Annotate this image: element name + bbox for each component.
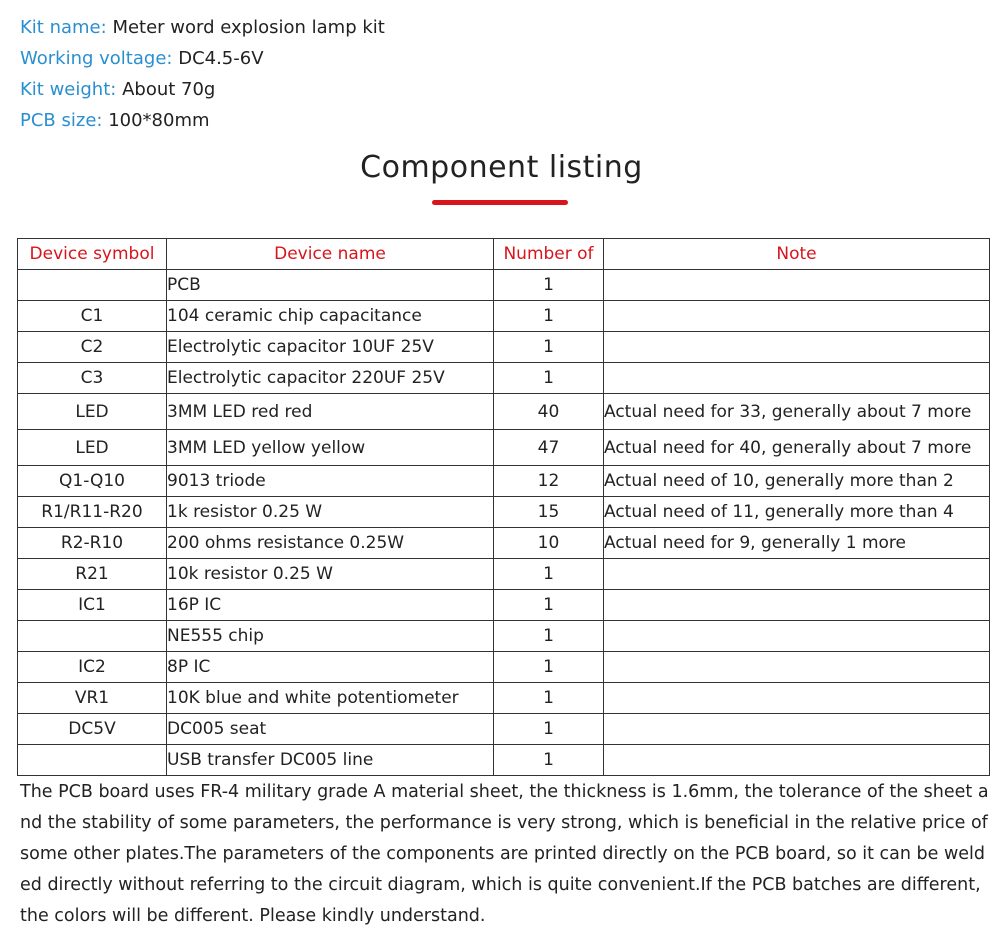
table-row — [18, 430, 990, 466]
device-symbol: R2-R10 — [18, 528, 167, 559]
device-count: 15 — [494, 497, 604, 528]
device-count: 40 — [494, 394, 604, 430]
device-name: 1k resistor 0.25 W — [167, 497, 494, 528]
device-note: Actual need for 33, generally about 7 more — [604, 394, 990, 430]
device-symbol: R21 — [18, 559, 167, 590]
spec-key: Working voltage: — [20, 48, 173, 69]
component-table — [17, 238, 990, 776]
table-row — [18, 394, 990, 430]
device-name: 104 ceramic chip capacitance — [167, 301, 494, 332]
device-count: 1 — [494, 332, 604, 363]
device-name: 10k resistor 0.25 W — [167, 559, 494, 590]
spec-value: DC4.5-6V — [178, 48, 264, 69]
device-symbol: C3 — [18, 363, 167, 394]
device-note — [604, 745, 990, 776]
spec-working-voltage — [20, 43, 385, 74]
device-note — [604, 683, 990, 714]
device-symbol: DC5V — [18, 714, 167, 745]
device-count: 1 — [494, 714, 604, 745]
spec-key: Kit weight: — [20, 79, 117, 100]
device-note — [604, 621, 990, 652]
device-note — [604, 590, 990, 621]
section-heading: Component listing — [360, 150, 643, 185]
device-count: 1 — [494, 301, 604, 332]
heading-underline — [432, 200, 568, 205]
spec-kit-weight — [20, 74, 385, 105]
device-symbol — [18, 621, 167, 652]
device-note: Actual need of 11, generally more than 4 — [604, 497, 990, 528]
device-count: 1 — [494, 363, 604, 394]
spec-key: Kit name: — [20, 17, 107, 38]
device-name: DC005 seat — [167, 714, 494, 745]
device-symbol: C2 — [18, 332, 167, 363]
table-row — [18, 270, 990, 301]
table-row — [18, 590, 990, 621]
device-symbol: LED — [18, 394, 167, 430]
device-note — [604, 652, 990, 683]
device-count: 1 — [494, 590, 604, 621]
device-note: Actual need for 9, generally 1 more — [604, 528, 990, 559]
device-count: 1 — [494, 745, 604, 776]
device-name: 10K blue and white potentiometer — [167, 683, 494, 714]
device-symbol: R1/R11-R20 — [18, 497, 167, 528]
spec-value: Meter word explosion lamp kit — [112, 17, 385, 38]
spec-value: About 70g — [122, 79, 216, 100]
device-note — [604, 270, 990, 301]
table-row — [18, 497, 990, 528]
device-note — [604, 332, 990, 363]
header-note: Note — [604, 239, 990, 270]
device-note — [604, 714, 990, 745]
device-name: 16P IC — [167, 590, 494, 621]
device-symbol: VR1 — [18, 683, 167, 714]
table-row — [18, 301, 990, 332]
table-row — [18, 683, 990, 714]
device-symbol: C1 — [18, 301, 167, 332]
device-symbol: LED — [18, 430, 167, 466]
device-note: Actual need of 10, generally more than 2 — [604, 466, 990, 497]
device-note: Actual need for 40, generally about 7 more — [604, 430, 990, 466]
pcb-description: The PCB board uses FR-4 military grade A material sheet, the thickness is 1.6mm, the tolerance of the sheet and the stability of some parameters, the performance is very strong, which is beneficial in the relative price of some other plates.The parameters of the components are printed directly on the PCB board, so it can be welded directly without referring to the circuit diagram, which is quite convenient.If the PCB batches are different, the colors will be different. Please kindly understand. — [20, 782, 989, 926]
device-count: 1 — [494, 270, 604, 301]
table-row — [18, 528, 990, 559]
device-name: PCB — [167, 270, 494, 301]
kit-specs — [20, 12, 385, 136]
device-name: USB transfer DC005 line — [167, 745, 494, 776]
table-row — [18, 652, 990, 683]
device-count: 47 — [494, 430, 604, 466]
header-device-name: Device name — [167, 239, 494, 270]
table-row — [18, 714, 990, 745]
spec-value: 100*80mm — [108, 110, 210, 131]
table-header-row — [18, 239, 990, 270]
header-device-symbol: Device symbol — [18, 239, 167, 270]
device-name: 3MM LED red red — [167, 394, 494, 430]
spec-kit-name — [20, 12, 385, 43]
device-name: 8P IC — [167, 652, 494, 683]
table-row — [18, 332, 990, 363]
device-name: 3MM LED yellow yellow — [167, 430, 494, 466]
table-row — [18, 745, 990, 776]
table-row — [18, 621, 990, 652]
device-name: 9013 triode — [167, 466, 494, 497]
table-row — [18, 559, 990, 590]
device-symbol: IC1 — [18, 590, 167, 621]
device-name: 200 ohms resistance 0.25W — [167, 528, 494, 559]
device-note — [604, 301, 990, 332]
device-name: Electrolytic capacitor 220UF 25V — [167, 363, 494, 394]
device-name: NE555 chip — [167, 621, 494, 652]
device-count: 1 — [494, 621, 604, 652]
spec-pcb-size — [20, 105, 385, 136]
spec-key: PCB size: — [20, 110, 103, 131]
header-number-of: Number of — [494, 239, 604, 270]
device-note — [604, 363, 990, 394]
table-row — [18, 363, 990, 394]
device-note — [604, 559, 990, 590]
table-row — [18, 466, 990, 497]
device-count: 10 — [494, 528, 604, 559]
device-name: Electrolytic capacitor 10UF 25V — [167, 332, 494, 363]
device-symbol: IC2 — [18, 652, 167, 683]
device-count: 1 — [494, 652, 604, 683]
device-symbol — [18, 270, 167, 301]
device-symbol — [18, 745, 167, 776]
device-count: 12 — [494, 466, 604, 497]
device-symbol: Q1-Q10 — [18, 466, 167, 497]
device-count: 1 — [494, 559, 604, 590]
device-count: 1 — [494, 683, 604, 714]
